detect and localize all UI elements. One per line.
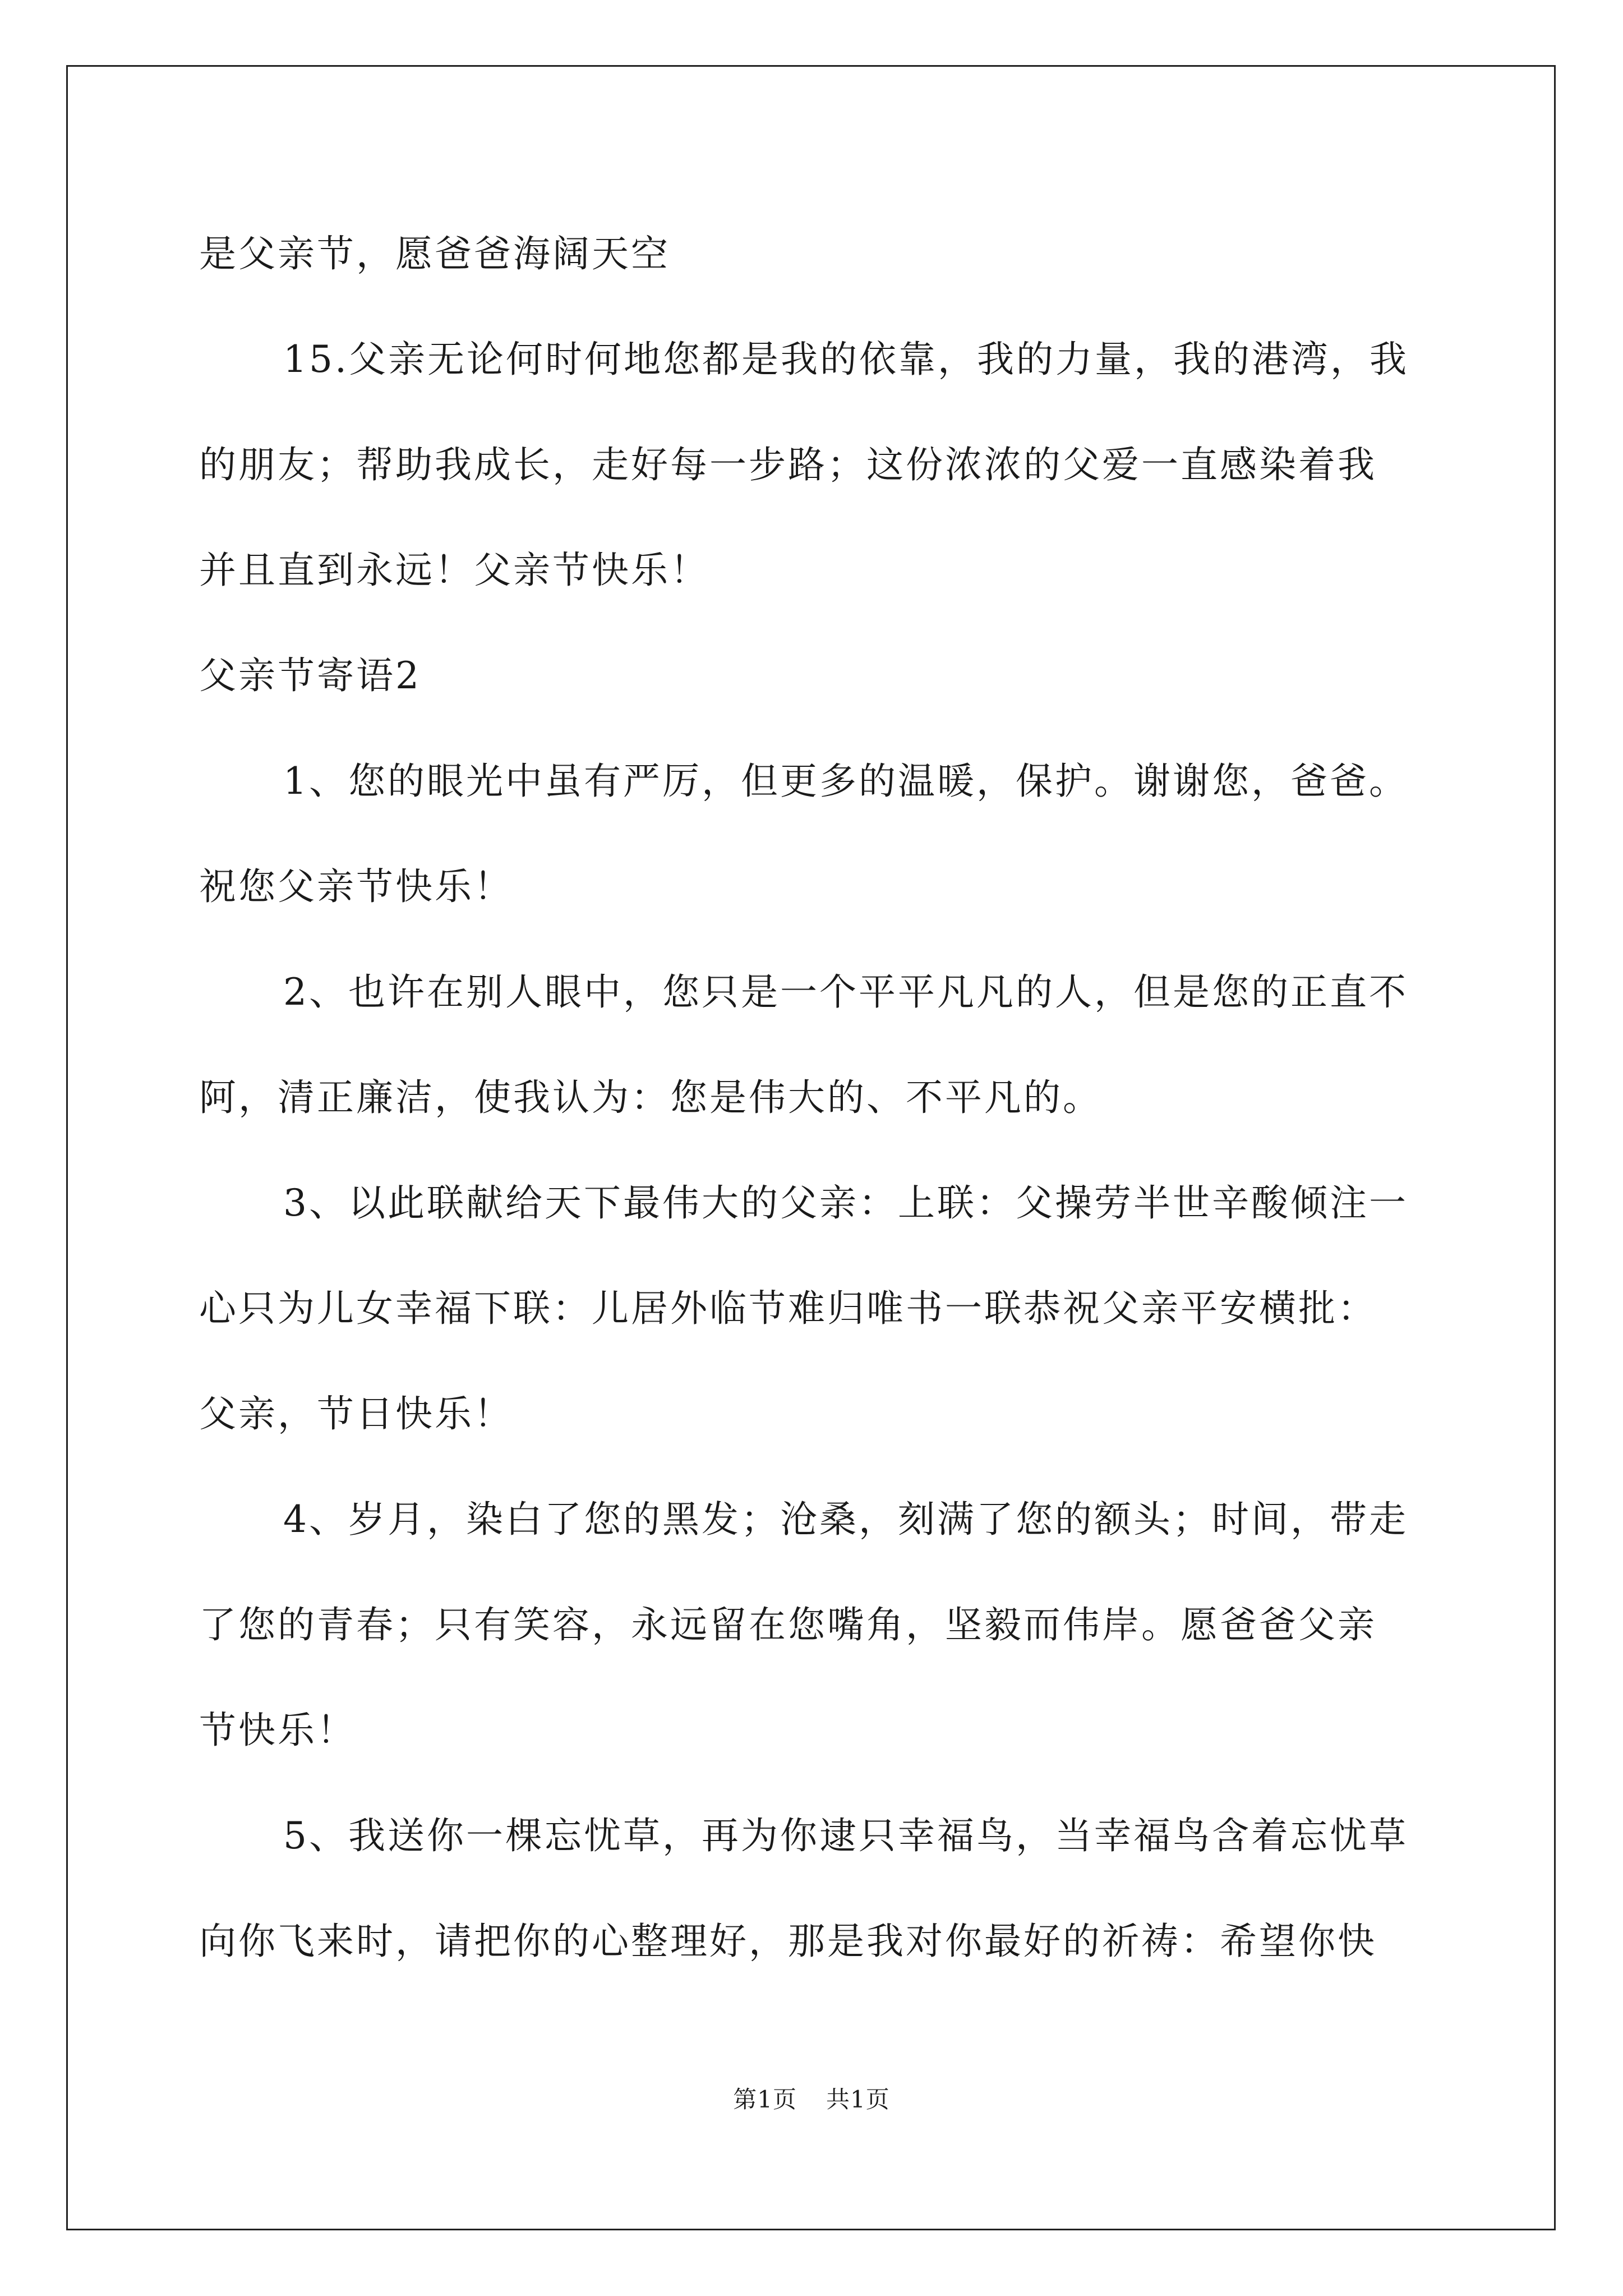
text-line: 1、您的眼光中虽有严厉，但更多的温暖，保护。谢谢您，爸爸。 xyxy=(283,760,1408,803)
text-line: 阿，清正廉洁，使我认为：您是伟大的、不平凡的。 xyxy=(199,1076,1102,1119)
text-line: 4、岁月，染白了您的黑发；沧桑，刻满了您的额头；时间，带走 xyxy=(283,1498,1408,1541)
text-line: 父亲，节日快乐！ xyxy=(199,1392,513,1435)
text-line: 心只为儿女幸福下联：儿居外临节难归唯书一联恭祝父亲平安横批： xyxy=(199,1287,1377,1330)
text-line: 并且直到永远！父亲节快乐！ xyxy=(199,549,709,592)
page-border xyxy=(66,65,1556,2230)
text-line: 5、我送你一棵忘忧草，再为你逮只幸福鸟，当幸福鸟含着忘忧草 xyxy=(283,1814,1408,1857)
text-line: 了您的青春；只有笑容，永远留在您嘴角，坚毅而伟岸。愿爸爸父亲 xyxy=(199,1603,1377,1646)
text-line: 2、也许在别人眼中，您只是一个平平凡凡的人，但是您的正直不 xyxy=(283,970,1408,1014)
page-footer xyxy=(0,2086,1623,2114)
text-line: 的朋友；帮助我成长，走好每一步路；这份浓浓的父爱一直感染着我 xyxy=(199,443,1377,486)
total-pages: 共1页 xyxy=(826,2086,890,2113)
text-line: 节快乐！ xyxy=(199,1709,356,1752)
page-number: 第1页 xyxy=(733,2086,797,2113)
section-heading: 父亲节寄语2 xyxy=(199,654,421,697)
text-line: 3、以此联献给天下最伟大的父亲：上联：父操劳半世辛酸倾注一 xyxy=(283,1181,1408,1225)
text-line: 是父亲节，愿爸爸海阔天空 xyxy=(199,232,670,275)
text-line: 祝您父亲节快乐！ xyxy=(199,865,513,908)
text-line: 15.父亲无论何时何地您都是我的依靠，我的力量，我的港湾，我 xyxy=(283,338,1409,381)
text-line: 向你飞来时，请把你的心整理好，那是我对你最好的祈祷：希望你快 xyxy=(199,1920,1377,1963)
